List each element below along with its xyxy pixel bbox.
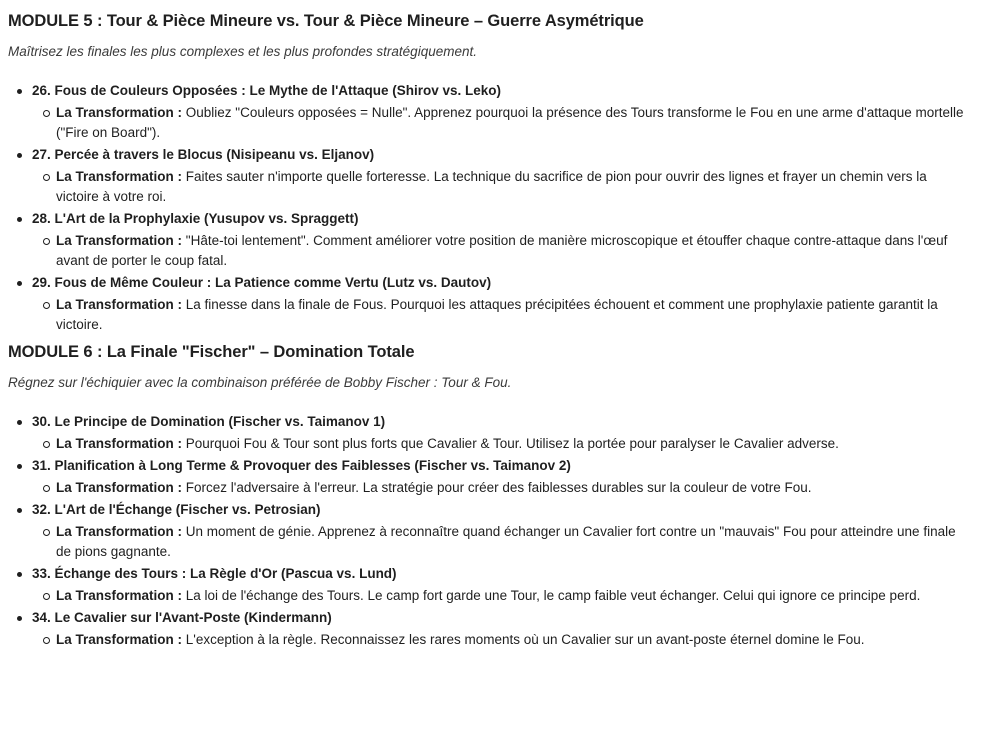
transformation-label: La Transformation : (56, 588, 183, 603)
transformation-text: Faites sauter n'importe quelle forteresse. La technique du sacrifice de pion pour ouvrir des lignes et frayer un chemin vers la victoire à votre roi. (56, 169, 927, 204)
module-6 (8, 341, 972, 650)
transformation-label: La Transformation : (56, 524, 183, 539)
module-5 (8, 10, 972, 335)
lesson-title: 34. Le Cavalier sur l'Avant-Poste (Kindermann) (8, 608, 972, 628)
module-subtitle: Maîtrisez les finales les plus complexes et les plus profondes stratégiquement. (8, 44, 477, 59)
module-subtitle: Régnez sur l'échiquier avec la combinaison préférée de Bobby Fischer : Tour & Fou. (8, 375, 512, 390)
transformation-text: La loi de l'échange des Tours. Le camp fort garde une Tour, le camp faible veut échanger. Celui qui ignore ce principe perd. (185, 588, 921, 603)
list-item (8, 145, 972, 207)
lesson-description (8, 167, 972, 207)
transformation-label: La Transformation : (56, 480, 183, 495)
lesson-title: 26. Fous de Couleurs Opposées : Le Mythe de l'Attaque (Shirov vs. Leko) (8, 81, 972, 101)
transformation-text: Oubliez "Couleurs opposées = Nulle". Apprenez pourquoi la présence des Tours transforme le Fou en une arme d'attaque mortelle ("Fire on Board"). (56, 105, 964, 140)
lesson-description (8, 522, 972, 562)
transformation-text: Un moment de génie. Apprenez à reconnaître quand échanger un Cavalier fort contre un "mauvais" Fou pour atteindre une finale de pions gagnante. (56, 524, 956, 559)
lesson-title: 31. Planification à Long Terme & Provoquer des Faiblesses (Fischer vs. Taimanov 2) (8, 456, 972, 476)
transformation-label: La Transformation : (56, 169, 183, 184)
lesson-description (8, 434, 972, 454)
transformation-label: La Transformation : (56, 233, 183, 248)
lesson-title: 32. L'Art de l'Échange (Fischer vs. Petrosian) (8, 500, 972, 520)
lesson-description (8, 231, 972, 271)
list-item (8, 564, 972, 606)
list-item (8, 209, 972, 271)
transformation-text: "Hâte-toi lentement". Comment améliorer votre position de manière microscopique et étouffer chaque contre-attaque dans l'œuf avant de porter le coup fatal. (56, 233, 948, 268)
list-item (8, 456, 972, 498)
lesson-description (8, 478, 972, 498)
transformation-text: L'exception à la règle. Reconnaissez les rares moments où un Cavalier sur un avant-poste éternel domine le Fou. (185, 632, 865, 647)
lesson-title: 28. L'Art de la Prophylaxie (Yusupov vs. Spraggett) (8, 209, 972, 229)
lesson-title: 29. Fous de Même Couleur : La Patience comme Vertu (Lutz vs. Dautov) (8, 273, 972, 293)
list-item (8, 608, 972, 650)
lesson-description (8, 295, 972, 335)
lesson-list (8, 81, 972, 335)
lesson-title: 33. Échange des Tours : La Règle d'Or (Pascua vs. Lund) (8, 564, 972, 584)
transformation-label: La Transformation : (56, 632, 183, 647)
list-item (8, 412, 972, 454)
transformation-text: La finesse dans la finale de Fous. Pourquoi les attaques précipitées échouent et comment une prophylaxie patiente garantit la victoire. (56, 297, 938, 332)
list-item (8, 81, 972, 143)
module-title: MODULE 5 : Tour & Pièce Mineure vs. Tour & Pièce Mineure – Guerre Asymétrique (8, 12, 644, 30)
transformation-text: Forcez l'adversaire à l'erreur. La stratégie pour créer des faiblesses durables sur la couleur de votre Fou. (185, 480, 812, 495)
transformation-label: La Transformation : (56, 105, 183, 120)
lesson-description (8, 103, 972, 143)
transformation-label: La Transformation : (56, 297, 183, 312)
lesson-list (8, 412, 972, 650)
list-item (8, 500, 972, 562)
lesson-title: 30. Le Principe de Domination (Fischer vs. Taimanov 1) (8, 412, 972, 432)
lesson-description (8, 586, 972, 606)
lesson-description (8, 630, 972, 650)
list-item (8, 273, 972, 335)
lesson-title: 27. Percée à travers le Blocus (Nisipeanu vs. Eljanov) (8, 145, 972, 165)
transformation-label: La Transformation : (56, 436, 183, 451)
transformation-text: Pourquoi Fou & Tour sont plus forts que Cavalier & Tour. Utilisez la portée pour paralyser le Cavalier adverse. (185, 436, 839, 451)
module-title: MODULE 6 : La Finale "Fischer" – Domination Totale (8, 343, 415, 361)
